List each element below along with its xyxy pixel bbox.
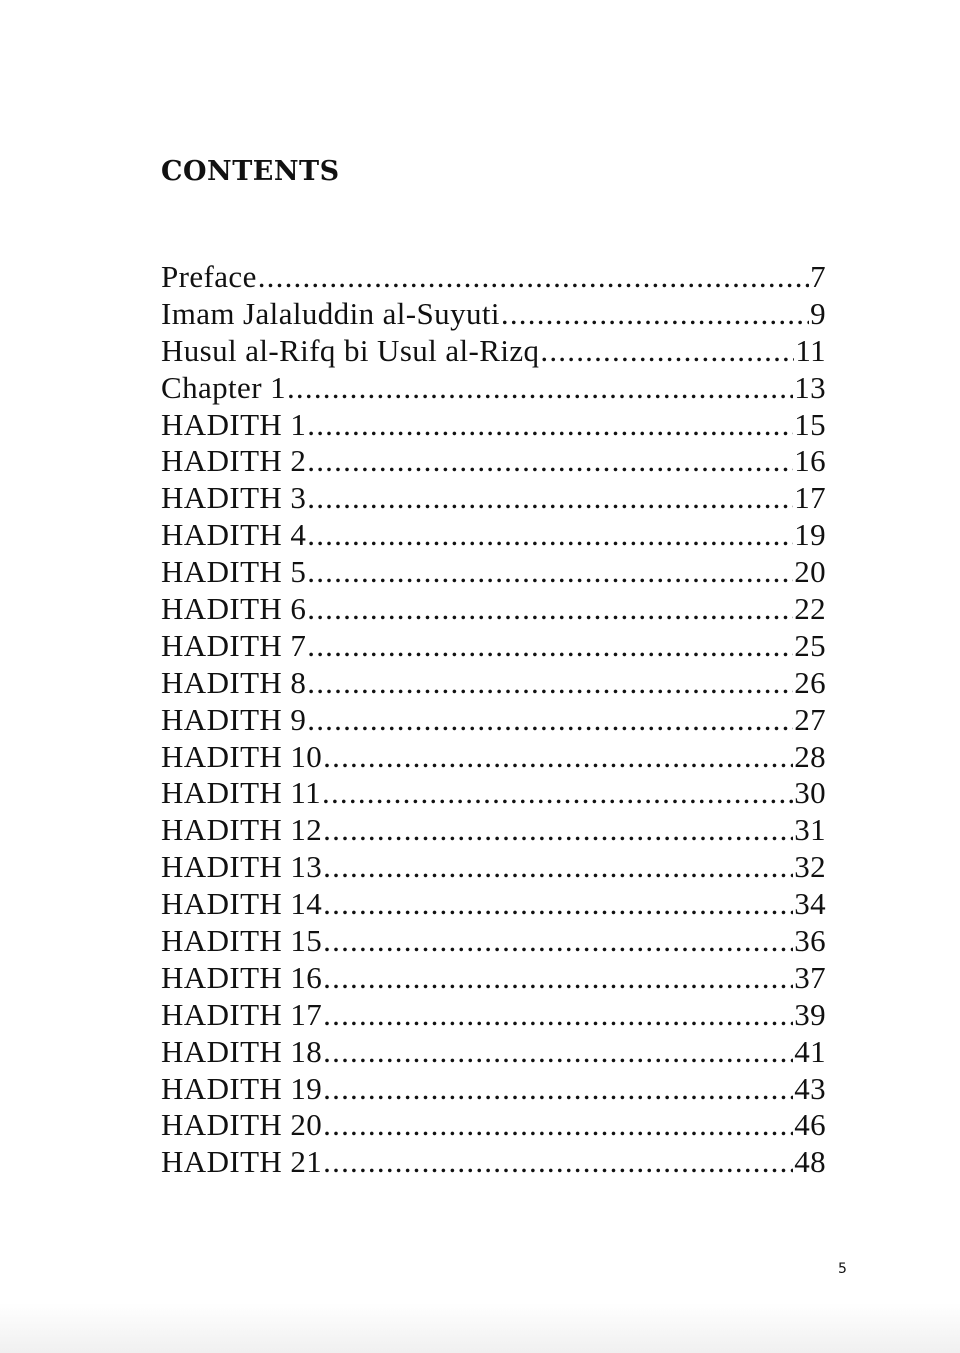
- toc-dot-leader: [323, 1107, 793, 1144]
- toc-entry-hadith-8[interactable]: [161, 665, 826, 702]
- toc-entry-hadith-12[interactable]: [161, 812, 826, 849]
- toc-entry-preface[interactable]: [161, 259, 826, 296]
- toc-entry-page: 41: [794, 1033, 826, 1069]
- table-of-contents: [161, 259, 826, 1181]
- toc-entry-title: HADITH 17: [161, 996, 323, 1032]
- toc-entry-hadith-11[interactable]: [161, 775, 826, 812]
- toc-dot-leader: [323, 1034, 793, 1071]
- toc-dot-leader: [307, 665, 793, 702]
- toc-entry-page: 20: [794, 554, 826, 590]
- toc-entry-page: 26: [794, 664, 826, 700]
- toc-dot-leader: [322, 775, 793, 812]
- toc-entry-page: 17: [794, 480, 826, 516]
- toc-dot-leader: [307, 517, 793, 554]
- toc-entry-hadith-10[interactable]: [161, 739, 826, 776]
- toc-entry-page: 28: [794, 738, 826, 774]
- toc-dot-leader: [323, 997, 793, 1034]
- toc-dot-leader: [307, 480, 793, 517]
- toc-entry-title: HADITH 4: [161, 517, 307, 553]
- toc-entry-page: 13: [794, 369, 826, 405]
- toc-entry-title: HADITH 21: [161, 1144, 323, 1180]
- toc-entry-title: Chapter 1: [161, 369, 286, 405]
- toc-entry-title: HADITH 9: [161, 701, 307, 737]
- toc-entry-imam-jalaluddin[interactable]: [161, 296, 826, 333]
- toc-entry-title: Preface: [161, 259, 257, 294]
- toc-dot-leader: [501, 296, 809, 333]
- toc-entry-title: HADITH 11: [161, 775, 322, 811]
- toc-entry-hadith-15[interactable]: [161, 923, 826, 960]
- toc-entry-page: 7: [810, 259, 826, 294]
- toc-entry-hadith-4[interactable]: [161, 517, 826, 554]
- toc-dot-leader: [323, 812, 793, 849]
- toc-entry-page: 16: [794, 443, 826, 479]
- toc-dot-leader: [287, 370, 793, 407]
- toc-dot-leader: [307, 407, 793, 444]
- toc-entry-page: 22: [794, 591, 826, 627]
- toc-dot-leader: [307, 702, 793, 739]
- toc-entry-page: 15: [794, 406, 826, 442]
- toc-dot-leader: [258, 259, 809, 296]
- toc-entry-title: HADITH 13: [161, 849, 323, 885]
- toc-entry-hadith-16[interactable]: [161, 960, 826, 997]
- toc-dot-leader: [323, 1071, 793, 1108]
- toc-entry-hadith-19[interactable]: [161, 1071, 826, 1108]
- toc-dot-leader: [307, 628, 793, 665]
- toc-entry-chapter-1[interactable]: [161, 370, 826, 407]
- toc-entry-title: HADITH 19: [161, 1070, 323, 1106]
- toc-entry-hadith-5[interactable]: [161, 554, 826, 591]
- toc-entry-hadith-2[interactable]: [161, 443, 826, 480]
- toc-dot-leader: [323, 1144, 793, 1181]
- toc-entry-hadith-1[interactable]: [161, 407, 826, 444]
- toc-entry-title: HADITH 15: [161, 923, 323, 959]
- toc-dot-leader: [307, 554, 793, 591]
- toc-entry-page: 31: [794, 812, 826, 848]
- toc-entry-hadith-17[interactable]: [161, 997, 826, 1034]
- toc-entry-husul-al-rifq[interactable]: [161, 333, 826, 370]
- contents-heading: CONTENTS: [161, 156, 340, 187]
- toc-entry-page: 36: [794, 923, 826, 959]
- toc-entry-title: Imam Jalaluddin al-Suyuti: [161, 295, 500, 331]
- toc-entry-page: 32: [794, 849, 826, 885]
- toc-entry-hadith-20[interactable]: [161, 1107, 826, 1144]
- toc-entry-hadith-14[interactable]: [161, 886, 826, 923]
- toc-entry-hadith-3[interactable]: [161, 480, 826, 517]
- toc-entry-title: HADITH 2: [161, 443, 307, 479]
- toc-dot-leader: [323, 923, 793, 960]
- toc-entry-page: 11: [795, 332, 826, 368]
- toc-entry-title: HADITH 20: [161, 1107, 323, 1143]
- toc-entry-title: HADITH 18: [161, 1033, 323, 1069]
- toc-entry-hadith-13[interactable]: [161, 849, 826, 886]
- toc-entry-page: 25: [794, 627, 826, 663]
- toc-entry-title: HADITH 6: [161, 591, 307, 627]
- toc-entry-page: 19: [794, 517, 826, 553]
- page-bottom-shadow: [0, 1303, 960, 1353]
- toc-entry-title: HADITH 14: [161, 886, 323, 922]
- toc-entry-page: 39: [794, 996, 826, 1032]
- toc-entry-page: 34: [794, 886, 826, 922]
- toc-entry-page: 43: [794, 1070, 826, 1106]
- toc-entry-hadith-21[interactable]: [161, 1144, 826, 1181]
- toc-dot-leader: [540, 333, 794, 370]
- toc-dot-leader: [323, 960, 793, 997]
- toc-entry-page: 48: [794, 1144, 826, 1180]
- toc-dot-leader: [323, 849, 793, 886]
- toc-entry-page: 9: [810, 295, 826, 331]
- toc-entry-hadith-7[interactable]: [161, 628, 826, 665]
- toc-entry-title: HADITH 7: [161, 627, 307, 663]
- toc-entry-title: HADITH 5: [161, 554, 307, 590]
- toc-entry-hadith-18[interactable]: [161, 1034, 826, 1071]
- toc-entry-page: 37: [794, 959, 826, 995]
- toc-entry-page: 46: [794, 1107, 826, 1143]
- toc-entry-page: 30: [794, 775, 826, 811]
- toc-dot-leader: [307, 443, 793, 480]
- toc-entry-title: HADITH 3: [161, 480, 307, 516]
- toc-entry-hadith-6[interactable]: [161, 591, 826, 628]
- page-number: 5: [838, 1261, 847, 1277]
- toc-dot-leader: [307, 591, 793, 628]
- toc-entry-page: 27: [794, 701, 826, 737]
- toc-entry-title: HADITH 12: [161, 812, 323, 848]
- toc-entry-title: Husul al-Rifq bi Usul al-Rizq: [161, 332, 540, 368]
- toc-dot-leader: [323, 886, 793, 923]
- toc-dot-leader: [323, 739, 793, 776]
- toc-entry-title: HADITH 10: [161, 738, 323, 774]
- toc-entry-title: HADITH 1: [161, 406, 307, 442]
- toc-entry-title: HADITH 16: [161, 959, 323, 995]
- toc-entry-title: HADITH 8: [161, 664, 307, 700]
- toc-entry-hadith-9[interactable]: [161, 702, 826, 739]
